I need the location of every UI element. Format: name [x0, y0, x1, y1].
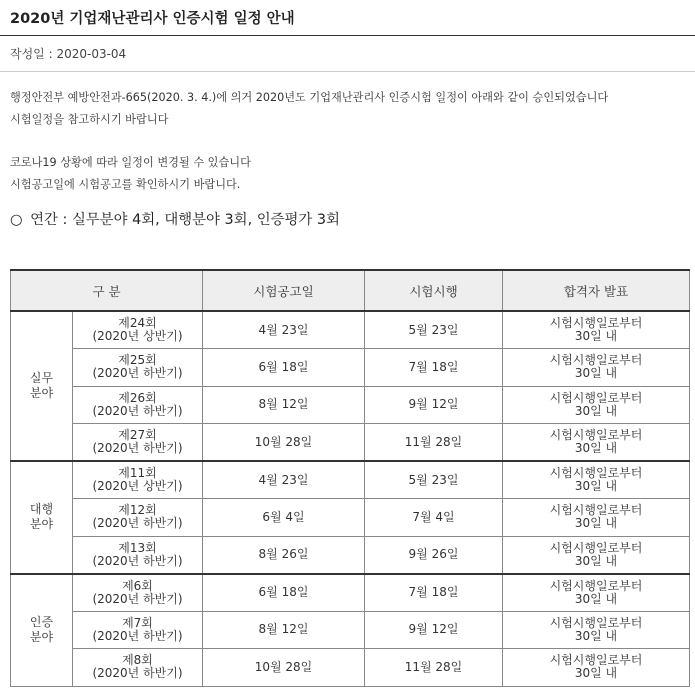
result-cell [503, 349, 690, 387]
result-cell [503, 649, 690, 687]
exam-date-cell: 11월 28일 [365, 424, 503, 462]
result-line: 30일 내 [574, 516, 618, 531]
result-line: 시험시행일로부터 [549, 615, 643, 630]
half-label: (2020년 하반기) [92, 403, 183, 418]
round-cell [73, 311, 203, 349]
result-line: 시험시행일로부터 [549, 466, 643, 480]
result-line: 30일 내 [574, 403, 618, 418]
category-line: 분야 [29, 630, 54, 644]
result-line: 시험시행일로부터 [549, 316, 643, 330]
result-cell [503, 386, 690, 424]
header-result: 합격자 발표 [503, 270, 690, 311]
schedule-table [10, 269, 690, 687]
half-label: (2020년 상반기) [92, 329, 183, 343]
result-line: 시험시행일로부터 [549, 390, 643, 405]
table-row [11, 574, 690, 612]
section-heading-text: 연간 : 실무분야 4회, 대행분야 3회, 인증평가 3회 [30, 212, 340, 228]
half-label: (2020년 하반기) [92, 366, 183, 381]
date-label: 작성일 : 2020-03-04 [0, 36, 695, 72]
result-cell [503, 424, 690, 462]
round-label: 제27회 [118, 428, 157, 442]
round-label: 제13회 [118, 540, 157, 555]
half-label: (2020년 상반기) [92, 479, 183, 493]
exam-date-cell: 9월 12일 [365, 386, 503, 424]
round-label: 제11회 [118, 466, 157, 480]
circle-bullet-icon: ○ [10, 212, 23, 228]
result-line: 시험시행일로부터 [549, 428, 643, 442]
result-cell [503, 311, 690, 349]
exam-date-cell: 9월 26일 [365, 536, 503, 574]
round-cell [73, 649, 203, 687]
exam-date-cell: 9월 12일 [365, 611, 503, 649]
round-label: 제26회 [118, 390, 157, 405]
notice-date-cell: 4월 23일 [203, 311, 365, 349]
half-label: (2020년 하반기) [92, 441, 183, 455]
category-cell [11, 574, 73, 687]
header-exam-date: 시험시행 [365, 270, 503, 311]
table-row [11, 649, 690, 687]
result-line: 30일 내 [574, 628, 618, 643]
result-line: 시험시행일로부터 [549, 653, 643, 668]
table-row [11, 386, 690, 424]
notice-date-cell: 4월 23일 [203, 461, 365, 499]
half-label: (2020년 하반기) [92, 516, 183, 531]
notice-date-cell: 6월 4일 [203, 499, 365, 537]
result-line: 30일 내 [574, 479, 618, 493]
category-line: 분야 [29, 517, 54, 532]
exam-date-cell: 7월 4일 [365, 499, 503, 537]
header-category: 구 분 [11, 270, 203, 311]
notice-date-cell: 6월 18일 [203, 574, 365, 612]
table-row [11, 461, 690, 499]
result-cell [503, 536, 690, 574]
result-line: 30일 내 [574, 366, 618, 381]
paragraph-line: 시험일정을 참고하시기 바랍니다 [10, 113, 169, 126]
result-line: 30일 내 [574, 441, 618, 455]
round-cell [73, 461, 203, 499]
page-title: 2020년 기업재난관리사 인증시험 일정 안내 [0, 0, 695, 36]
category-line: 대행 [29, 502, 54, 517]
exam-date-cell: 7월 18일 [365, 349, 503, 387]
round-cell [73, 349, 203, 387]
result-line: 시험시행일로부터 [549, 540, 643, 555]
notice-date-cell: 6월 18일 [203, 349, 365, 387]
round-label: 제25회 [118, 353, 157, 368]
notice-body [0, 87, 695, 196]
round-cell [73, 611, 203, 649]
result-line: 시험시행일로부터 [549, 353, 643, 368]
table-row [11, 349, 690, 387]
notice-date-cell: 8월 26일 [203, 536, 365, 574]
round-label: 제24회 [118, 316, 157, 330]
exam-date-cell: 5월 23일 [365, 461, 503, 499]
exam-date-cell: 11월 28일 [365, 649, 503, 687]
round-cell [73, 386, 203, 424]
paragraph-line: 코로나19 상황에 따라 일정이 변경될 수 있습니다 [10, 156, 251, 169]
category-line: 분야 [29, 386, 54, 400]
notice-date-cell: 8월 12일 [203, 386, 365, 424]
exam-date-cell: 5월 23일 [365, 311, 503, 349]
round-cell [73, 536, 203, 574]
category-cell [11, 461, 73, 574]
result-line: 30일 내 [574, 591, 618, 606]
round-label: 제12회 [118, 503, 157, 518]
round-cell [73, 499, 203, 537]
paragraph-line: 시험공고일에 시험공고를 확인하시기 바랍니다. [10, 178, 241, 191]
result-cell [503, 611, 690, 649]
half-label: (2020년 하반기) [92, 666, 183, 681]
round-label: 제6회 [122, 578, 153, 593]
result-cell [503, 574, 690, 612]
notice-date-cell: 8월 12일 [203, 611, 365, 649]
half-label: (2020년 하반기) [92, 553, 183, 568]
category-cell [11, 311, 73, 461]
round-cell [73, 424, 203, 462]
section-heading [0, 208, 695, 232]
table-row [11, 536, 690, 574]
round-label: 제7회 [122, 615, 153, 630]
table-row [11, 424, 690, 462]
notice-date-cell: 10월 28일 [203, 424, 365, 462]
result-line: 30일 내 [574, 666, 618, 681]
result-line: 시험시행일로부터 [549, 503, 643, 518]
exam-date-cell: 7월 18일 [365, 574, 503, 612]
table-row [11, 611, 690, 649]
round-label: 제8회 [122, 653, 153, 668]
result-cell [503, 461, 690, 499]
header-notice-date: 시험공고일 [203, 270, 365, 311]
paragraph-line: 행정안전부 예방안전과-665(2020. 3. 4.)에 의거 2020년도 기업재난관리사 인증시험 일정이 아래와 같이 승인되었습니다 [10, 91, 609, 104]
table-row [11, 499, 690, 537]
table-row [11, 311, 690, 349]
half-label: (2020년 하반기) [92, 591, 183, 606]
result-line: 30일 내 [574, 553, 618, 568]
category-line: 실무 [29, 371, 54, 385]
half-label: (2020년 하반기) [92, 628, 183, 643]
notice-date-cell: 10월 28일 [203, 649, 365, 687]
round-cell [73, 574, 203, 612]
result-line: 시험시행일로부터 [549, 578, 643, 593]
result-line: 30일 내 [574, 329, 618, 343]
result-cell [503, 499, 690, 537]
category-line: 인증 [29, 615, 54, 629]
table-header-row [11, 270, 690, 311]
